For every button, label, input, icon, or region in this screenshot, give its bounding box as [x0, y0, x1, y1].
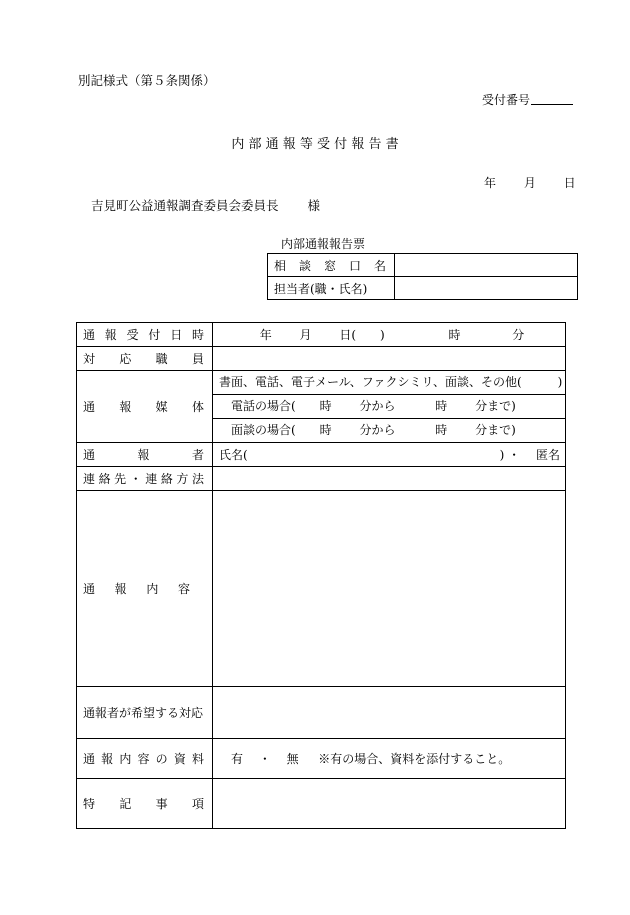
medium-options[interactable]: 書面、電話、電子メール、ファクシミリ、面談、その他( )	[213, 371, 565, 395]
slip-value-window[interactable]	[395, 254, 578, 277]
report-form-table	[76, 322, 566, 829]
label-remarks: 特記事項	[77, 779, 213, 829]
document-title: 内 部 通 報 等 受 付 報 告 書	[231, 137, 399, 152]
row-contact	[77, 467, 566, 491]
label-materials: 通報内容の資料	[77, 739, 213, 779]
form-reference: 別記様式（第５条関係）	[78, 73, 216, 88]
row-reporter	[77, 443, 566, 467]
value-content[interactable]	[213, 491, 566, 687]
value-reporter[interactable]: 氏名( ) ・ 匿名	[213, 443, 566, 467]
row-content	[77, 491, 566, 687]
row-remarks	[77, 779, 566, 829]
receipt-number-field[interactable]	[531, 104, 573, 105]
value-remarks[interactable]	[213, 779, 566, 829]
row-staff	[77, 347, 566, 371]
addressee: 吉見町公益通報調査委員会委員長 様	[91, 198, 320, 213]
value-staff[interactable]	[213, 347, 566, 371]
label-received-datetime: 通報受付日時	[77, 323, 213, 347]
row-materials	[77, 739, 566, 779]
label-reporter: 通報者	[77, 443, 213, 467]
label-staff: 対応職員	[77, 347, 213, 371]
value-received-datetime[interactable]: 年 月 日( ) 時 分	[213, 323, 566, 347]
value-materials[interactable]: 有 ・ 無 ※有の場合、資料を添付すること。	[213, 739, 566, 779]
medium-phone[interactable]: 電話の場合( 時 分から 時 分まで)	[213, 395, 565, 419]
row-received-datetime	[77, 323, 566, 347]
report-date: 年 月 日	[484, 176, 576, 190]
value-desired-response[interactable]	[213, 687, 566, 739]
slip-row-person	[268, 277, 578, 300]
slip-value-person[interactable]	[395, 277, 578, 300]
label-medium: 通報媒体	[77, 371, 213, 443]
label-desired-response: 通報者が希望する対応	[77, 687, 213, 739]
slip-title: 内部通報報告票	[281, 237, 366, 251]
value-contact[interactable]	[213, 467, 566, 491]
slip-row-window	[268, 254, 578, 277]
slip-table	[267, 253, 578, 300]
slip-label-person: 担当者(職・氏名)	[268, 277, 395, 300]
row-desired-response	[77, 687, 566, 739]
receipt-number-label: 受付番号	[482, 93, 531, 107]
medium-meeting[interactable]: 面談の場合( 時 分から 時 分まで)	[231, 423, 516, 437]
row-medium	[77, 371, 566, 443]
slip-label-window: 相 談 窓 口 名	[268, 254, 395, 277]
label-content: 通報内容	[77, 491, 213, 687]
label-contact: 連絡先・連絡方法	[77, 467, 213, 491]
value-medium	[213, 371, 566, 443]
